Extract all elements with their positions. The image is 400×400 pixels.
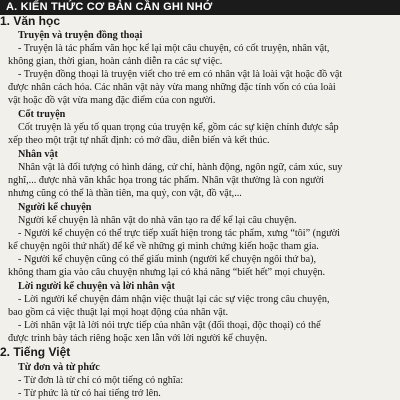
section-header-title: A. KIẾN THỨC CƠ BẢN CẦN GHI NHỚ bbox=[6, 1, 213, 13]
subheading-nguoi-ke-chuyen: Người kể chuyện bbox=[18, 202, 92, 213]
subheading-tu-don-tu-phuc: Từ đơn và từ phức bbox=[18, 362, 100, 373]
paragraph-line: - Từ đơn là từ chỉ có một tiếng có nghĩa: bbox=[18, 375, 184, 386]
paragraph-line: - Lời người kể chuyện đảm nhận việc thuật lại các sự việc trong câu chuyện, bbox=[18, 294, 330, 305]
paragraph-line: - Lời nhân vật là lời nói trực tiếp của nhân vật (đối thoại, độc thoại) có thể bbox=[18, 320, 321, 331]
paragraph-line: không tham gia vào câu chuyện nhưng lại có khả năng “biết hết” mọi chuyện. bbox=[8, 267, 325, 278]
paragraph-line: - Từ phức là từ có hai tiếng trở lên. bbox=[18, 388, 161, 399]
paragraph-line: kể chuyện ngôi thứ nhất) để kể về những gì mình chứng kiến hoặc tham gia. bbox=[8, 241, 319, 252]
paragraph-line: bao gồm cả việc thuật lại mọi hoạt động của nhân vật. bbox=[8, 307, 229, 318]
paragraph-line: - Người kể chuyện cũng có thể giấu mình (người kể chuyện ngôi thứ ba), bbox=[18, 254, 317, 265]
paragraph-line: - Người kể chuyện có thể trực tiếp xuất hiện trong tác phẩm, xưng “tôi” (người bbox=[18, 228, 340, 239]
heading-van-hoc: 1. Văn học bbox=[0, 15, 61, 28]
paragraph-line: - Truyện đồng thoại là truyện viết cho trẻ em có nhân vật là loài vật hoặc đồ vật bbox=[18, 69, 343, 80]
paragraph-line: Cốt truyện là yếu tố quan trọng của truyện kể, gồm các sự kiện chính được sắp bbox=[18, 122, 339, 133]
paragraph-line: được trình bày tách riêng hoặc xen lẫn với lời người kể chuyện. bbox=[8, 333, 268, 344]
paragraph-line: Người kể chuyện là nhân vật do nhà văn tạo ra để kể lại câu chuyện. bbox=[18, 215, 297, 226]
section-header-bar bbox=[0, 0, 400, 15]
subheading-nhan-vat: Nhân vật bbox=[18, 149, 58, 160]
heading-tieng-viet: 2. Tiếng Việt bbox=[0, 346, 71, 359]
paragraph-line: không gian, thời gian, hoàn cảnh diễn ra các sự việc. bbox=[8, 56, 223, 67]
subheading-truyen: Truyện và truyện đồng thoại bbox=[18, 30, 143, 41]
paragraph-line: được nhân cách hóa. Các nhân vật này vừa mang những đặc tính vốn có của loài bbox=[8, 82, 336, 93]
paragraph-line: - Truyện là tác phẩm văn học kể lại một câu chuyện, có cốt truyện, nhân vật, bbox=[18, 43, 330, 54]
paragraph-line: nhưng cũng có thể là thần tiên, ma quỷ, con vật, đồ vật,... bbox=[8, 188, 242, 199]
paragraph-line: vật hoặc đồ vật vừa mang đặc điểm của con người. bbox=[8, 95, 216, 106]
subheading-loi-ke-va-loi-nhan-vat: Lời người kể chuyện và lời nhân vật bbox=[18, 281, 175, 292]
paragraph-line: nghĩ,... được nhà văn khắc họa trong tác phẩm. Nhân vật thường là con người bbox=[8, 175, 324, 186]
paragraph-line: Nhân vật là đối tượng có hình dáng, cử chỉ, hành động, ngôn ngữ, cảm xúc, suy bbox=[18, 162, 343, 173]
paragraph-line: xếp theo một trật tự nhất định: có mở đầu, diễn biến và kết thúc. bbox=[8, 135, 270, 146]
subheading-cot-truyen: Cốt truyện bbox=[18, 109, 66, 120]
